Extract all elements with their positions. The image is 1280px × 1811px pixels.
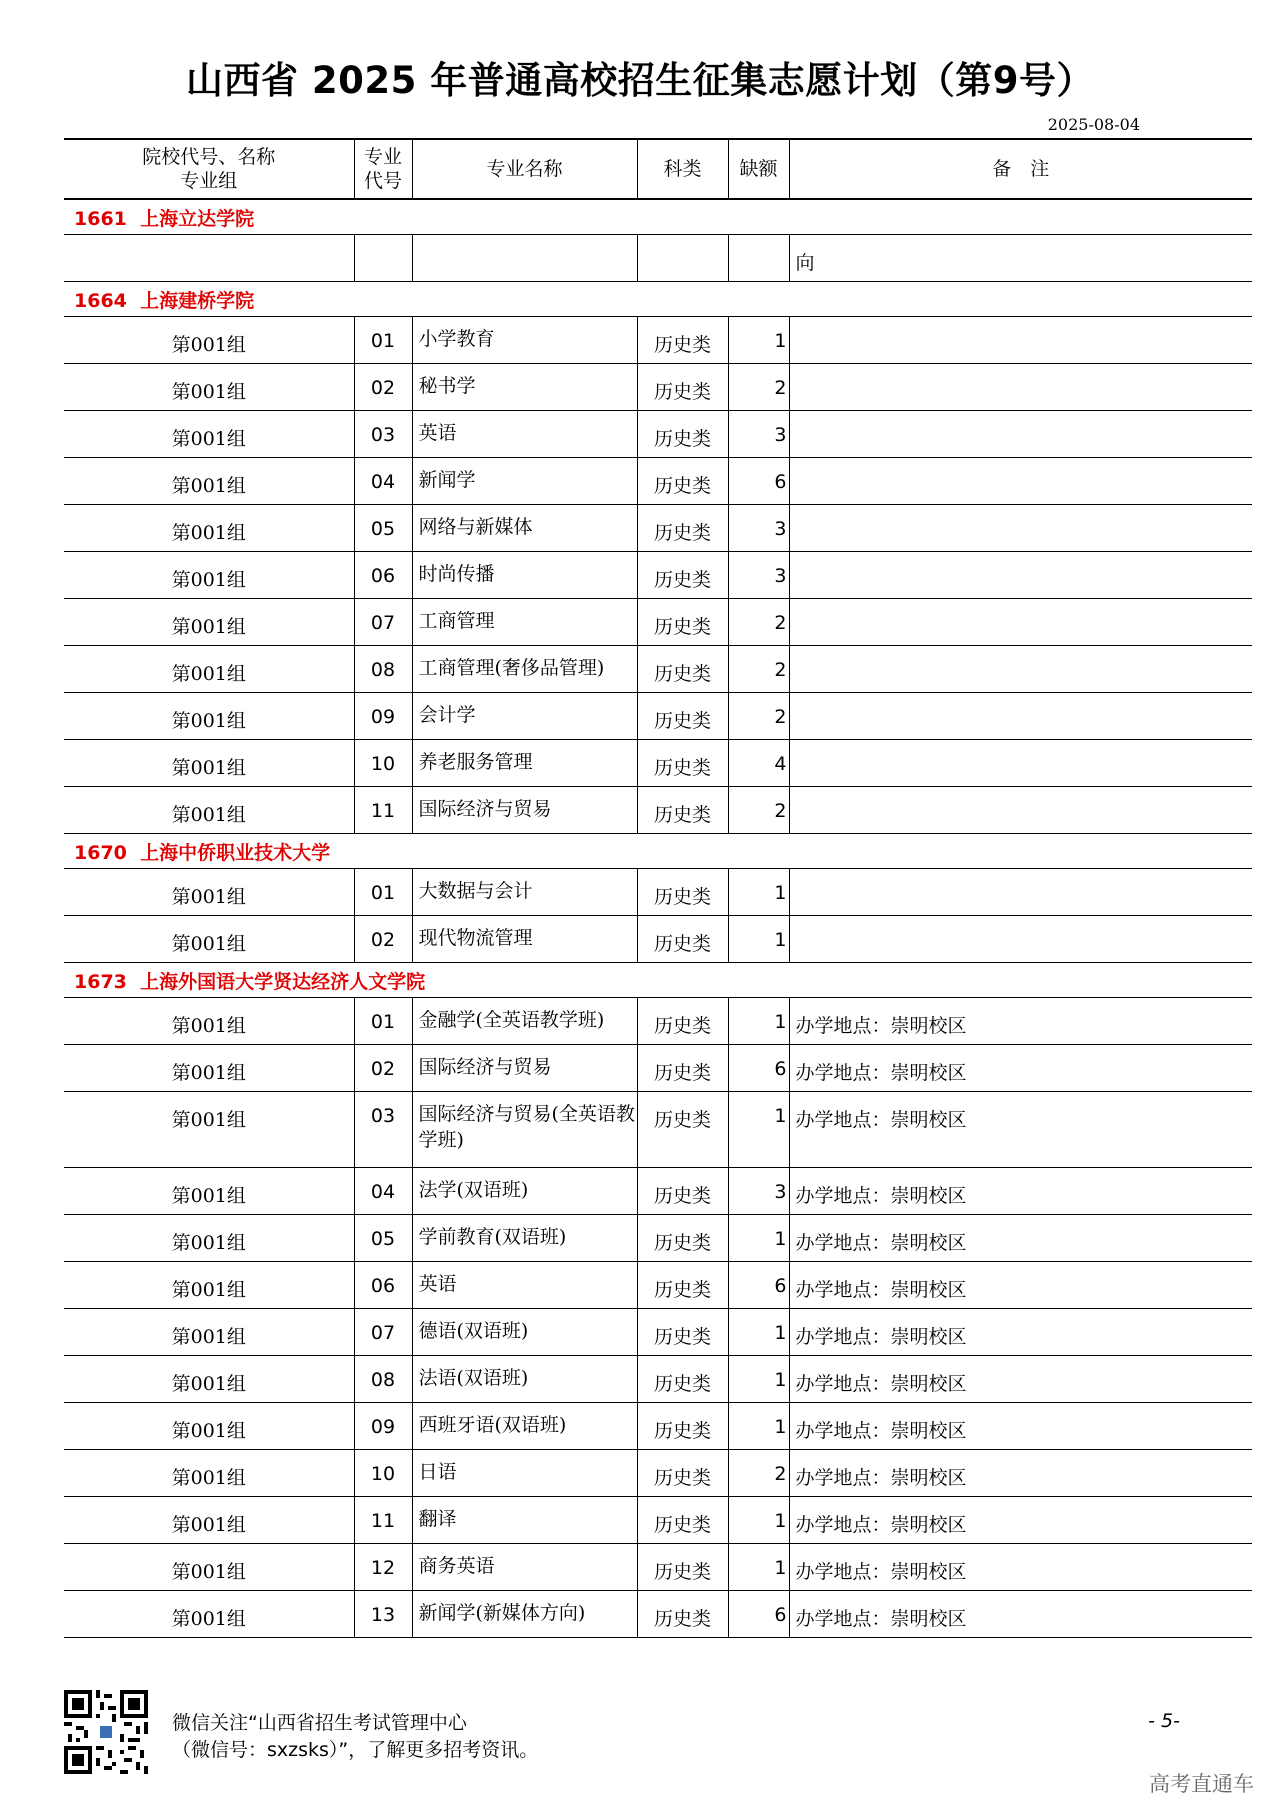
major-code-cell: 05 xyxy=(354,505,412,552)
remarks-cell xyxy=(789,411,1252,458)
quota-cell: 1 xyxy=(728,1497,789,1544)
table-row xyxy=(64,1403,1252,1450)
table-row xyxy=(64,1450,1252,1497)
major-name-cell: 国际经济与贸易(全英语教学班) xyxy=(412,1092,637,1168)
major-name-cell: 网络与新媒体 xyxy=(412,505,637,552)
quota-cell: 1 xyxy=(728,916,789,963)
table-row xyxy=(64,740,1252,787)
remarks-cell xyxy=(789,458,1252,505)
group-cell: 第001组 xyxy=(64,1403,354,1450)
major-name-cell: 翻译 xyxy=(412,1497,637,1544)
major-code-cell: 07 xyxy=(354,1309,412,1356)
remarks-cell: 办学地点：崇明校区 xyxy=(789,1045,1252,1092)
category-cell: 历史类 xyxy=(637,740,728,787)
remarks-cell: 向 xyxy=(789,235,1252,282)
header-major-name xyxy=(412,139,637,199)
group-cell: 第001组 xyxy=(64,599,354,646)
remarks-cell xyxy=(789,552,1252,599)
remarks-cell: 办学地点：崇明校区 xyxy=(789,1403,1252,1450)
table-row xyxy=(64,916,1252,963)
remarks-cell: 办学地点：崇明校区 xyxy=(789,1497,1252,1544)
major-code-cell: 12 xyxy=(354,1544,412,1591)
major-name-cell: 西班牙语(双语班) xyxy=(412,1403,637,1450)
header-remarks-label: 备 注 xyxy=(992,158,1050,180)
major-code-cell: 10 xyxy=(354,1450,412,1497)
table-row xyxy=(64,869,1252,916)
quota-cell: 6 xyxy=(728,1591,789,1638)
major-code-cell: 04 xyxy=(354,1168,412,1215)
quota-cell xyxy=(728,235,789,282)
category-cell: 历史类 xyxy=(637,1309,728,1356)
school-title: 1670 上海中侨职业技术大学 xyxy=(64,834,1252,869)
quota-cell: 1 xyxy=(728,317,789,364)
document-title: 山西省 2025 年普通高校招生征集志愿计划（第9号） xyxy=(186,59,1094,102)
remarks-cell xyxy=(789,364,1252,411)
major-code-cell xyxy=(354,235,412,282)
group-cell: 第001组 xyxy=(64,646,354,693)
major-name-cell: 时尚传播 xyxy=(412,552,637,599)
major-name-cell: 工商管理(奢侈品管理) xyxy=(412,646,637,693)
group-cell: 第001组 xyxy=(64,364,354,411)
header-quota-label: 缺额 xyxy=(739,158,778,180)
page-footer xyxy=(64,1690,1252,1780)
remarks-cell: 办学地点：崇明校区 xyxy=(789,1309,1252,1356)
remarks-cell: 办学地点：崇明校区 xyxy=(789,1544,1252,1591)
category-cell: 历史类 xyxy=(637,1403,728,1450)
header-quota xyxy=(728,139,789,199)
quota-cell: 3 xyxy=(728,1168,789,1215)
category-cell: 历史类 xyxy=(637,364,728,411)
enrollment-plan-table xyxy=(64,138,1252,1638)
quota-cell: 6 xyxy=(728,458,789,505)
group-cell: 第001组 xyxy=(64,787,354,834)
category-cell: 历史类 xyxy=(637,693,728,740)
category-cell: 历史类 xyxy=(637,552,728,599)
table-row xyxy=(64,1356,1252,1403)
remarks-cell xyxy=(789,317,1252,364)
school-title: 1664 上海建桥学院 xyxy=(64,282,1252,317)
major-name-cell: 商务英语 xyxy=(412,1544,637,1591)
header-category-label: 科类 xyxy=(663,158,702,180)
group-cell: 第001组 xyxy=(64,869,354,916)
major-code-cell: 07 xyxy=(354,599,412,646)
category-cell: 历史类 xyxy=(637,646,728,693)
major-code-cell: 02 xyxy=(354,916,412,963)
category-cell: 历史类 xyxy=(637,1092,728,1168)
major-name-cell: 德语(双语班) xyxy=(412,1309,637,1356)
major-name-cell: 现代物流管理 xyxy=(412,916,637,963)
major-name-cell: 养老服务管理 xyxy=(412,740,637,787)
major-name-cell xyxy=(412,235,637,282)
group-cell: 第001组 xyxy=(64,458,354,505)
remarks-cell xyxy=(789,787,1252,834)
group-cell: 第001组 xyxy=(64,505,354,552)
remarks-cell xyxy=(789,869,1252,916)
quota-cell: 3 xyxy=(728,505,789,552)
major-code-cell: 03 xyxy=(354,411,412,458)
group-cell: 第001组 xyxy=(64,411,354,458)
group-cell xyxy=(64,235,354,282)
remarks-cell: 办学地点：崇明校区 xyxy=(789,1092,1252,1168)
major-code-cell: 06 xyxy=(354,1262,412,1309)
major-name-cell: 英语 xyxy=(412,1262,637,1309)
category-cell: 历史类 xyxy=(637,1045,728,1092)
remarks-cell xyxy=(789,693,1252,740)
major-code-cell: 03 xyxy=(354,1092,412,1168)
quota-cell: 1 xyxy=(728,1544,789,1591)
group-cell: 第001组 xyxy=(64,1215,354,1262)
remarks-cell: 办学地点：崇明校区 xyxy=(789,998,1252,1045)
table-row xyxy=(64,458,1252,505)
major-code-cell: 01 xyxy=(354,869,412,916)
group-cell: 第001组 xyxy=(64,740,354,787)
major-name-cell: 新闻学 xyxy=(412,458,637,505)
category-cell xyxy=(637,235,728,282)
follow-line-2: （微信号：sxzsks）”，了解更多招考资讯。 xyxy=(172,1739,539,1761)
group-cell: 第001组 xyxy=(64,1092,354,1168)
major-code-cell: 09 xyxy=(354,1403,412,1450)
major-name-cell: 大数据与会计 xyxy=(412,869,637,916)
qr-code-icon xyxy=(64,1690,148,1774)
remarks-cell: 办学地点：崇明校区 xyxy=(789,1450,1252,1497)
school-header-row xyxy=(64,963,1252,998)
table-row xyxy=(64,317,1252,364)
school-header-row xyxy=(64,834,1252,869)
header-school-group-label: 院校代号、名称 专业组 xyxy=(142,146,276,192)
category-cell: 历史类 xyxy=(637,916,728,963)
follow-line-1: 微信关注“山西省招生考试管理中心 xyxy=(172,1712,467,1734)
category-cell: 历史类 xyxy=(637,1591,728,1638)
quota-cell: 2 xyxy=(728,1450,789,1497)
table-row xyxy=(64,235,1252,282)
major-name-cell: 小学教育 xyxy=(412,317,637,364)
major-name-cell: 法学(双语班) xyxy=(412,1168,637,1215)
major-code-cell: 13 xyxy=(354,1591,412,1638)
major-code-cell: 02 xyxy=(354,1045,412,1092)
major-code-cell: 01 xyxy=(354,998,412,1045)
table-row xyxy=(64,1544,1252,1591)
major-code-cell: 08 xyxy=(354,1356,412,1403)
major-code-cell: 10 xyxy=(354,740,412,787)
category-cell: 历史类 xyxy=(637,998,728,1045)
quota-cell: 1 xyxy=(728,1309,789,1356)
major-code-cell: 01 xyxy=(354,317,412,364)
quota-cell: 3 xyxy=(728,552,789,599)
major-name-cell: 新闻学(新媒体方向) xyxy=(412,1591,637,1638)
category-cell: 历史类 xyxy=(637,1356,728,1403)
major-name-cell: 工商管理 xyxy=(412,599,637,646)
group-cell: 第001组 xyxy=(64,998,354,1045)
quota-cell: 1 xyxy=(728,998,789,1045)
table-row xyxy=(64,1262,1252,1309)
page-number: - 5- xyxy=(1148,1710,1180,1732)
header-major-name-label: 专业名称 xyxy=(486,158,563,180)
school-header-row xyxy=(64,199,1252,235)
header-category xyxy=(637,139,728,199)
category-cell: 历史类 xyxy=(637,458,728,505)
category-cell: 历史类 xyxy=(637,1450,728,1497)
remarks-cell: 办学地点：崇明校区 xyxy=(789,1262,1252,1309)
remarks-cell xyxy=(789,505,1252,552)
remarks-cell xyxy=(789,740,1252,787)
remarks-cell: 办学地点：崇明校区 xyxy=(789,1591,1252,1638)
quota-cell: 6 xyxy=(728,1045,789,1092)
major-name-cell: 法语(双语班) xyxy=(412,1356,637,1403)
remarks-cell xyxy=(789,916,1252,963)
major-name-cell: 英语 xyxy=(412,411,637,458)
group-cell: 第001组 xyxy=(64,1544,354,1591)
quota-cell: 1 xyxy=(728,1403,789,1450)
quota-cell: 1 xyxy=(728,1092,789,1168)
watermark-text: 高考直通车 xyxy=(1149,1772,1254,1796)
table-row xyxy=(64,1497,1252,1544)
table-row xyxy=(64,693,1252,740)
major-name-cell: 国际经济与贸易 xyxy=(412,1045,637,1092)
category-cell: 历史类 xyxy=(637,869,728,916)
group-cell: 第001组 xyxy=(64,317,354,364)
remarks-cell xyxy=(789,599,1252,646)
category-cell: 历史类 xyxy=(637,1497,728,1544)
remarks-cell: 办学地点：崇明校区 xyxy=(789,1356,1252,1403)
table-row xyxy=(64,1045,1252,1092)
group-cell: 第001组 xyxy=(64,1168,354,1215)
table-row xyxy=(64,364,1252,411)
document-date: 2025-08-04 xyxy=(1047,115,1140,134)
school-header-row xyxy=(64,282,1252,317)
remarks-cell xyxy=(789,646,1252,693)
group-cell: 第001组 xyxy=(64,1450,354,1497)
group-cell: 第001组 xyxy=(64,1309,354,1356)
quota-cell: 3 xyxy=(728,411,789,458)
table-row xyxy=(64,411,1252,458)
major-code-cell: 11 xyxy=(354,787,412,834)
table-body xyxy=(64,199,1252,1638)
header-remarks xyxy=(789,139,1252,199)
major-code-cell: 08 xyxy=(354,646,412,693)
quota-cell: 1 xyxy=(728,1215,789,1262)
category-cell: 历史类 xyxy=(637,787,728,834)
category-cell: 历史类 xyxy=(637,1544,728,1591)
table-row xyxy=(64,998,1252,1045)
quota-cell: 6 xyxy=(728,1262,789,1309)
table-row xyxy=(64,1215,1252,1262)
table-row xyxy=(64,1591,1252,1638)
major-name-cell: 学前教育(双语班) xyxy=(412,1215,637,1262)
major-code-cell: 02 xyxy=(354,364,412,411)
quota-cell: 2 xyxy=(728,364,789,411)
table-row xyxy=(64,646,1252,693)
major-code-cell: 05 xyxy=(354,1215,412,1262)
quota-cell: 2 xyxy=(728,693,789,740)
table-row xyxy=(64,1309,1252,1356)
quota-cell: 2 xyxy=(728,787,789,834)
table-row xyxy=(64,599,1252,646)
table-row xyxy=(64,552,1252,599)
major-name-cell: 金融学(全英语教学班) xyxy=(412,998,637,1045)
table-header-row xyxy=(64,139,1252,199)
remarks-cell: 办学地点：崇明校区 xyxy=(789,1168,1252,1215)
group-cell: 第001组 xyxy=(64,1262,354,1309)
quota-cell: 2 xyxy=(728,599,789,646)
remarks-cell: 办学地点：崇明校区 xyxy=(789,1215,1252,1262)
group-cell: 第001组 xyxy=(64,1591,354,1638)
quota-cell: 1 xyxy=(728,1356,789,1403)
major-code-cell: 06 xyxy=(354,552,412,599)
category-cell: 历史类 xyxy=(637,411,728,458)
major-name-cell: 会计学 xyxy=(412,693,637,740)
major-code-cell: 11 xyxy=(354,1497,412,1544)
major-name-cell: 日语 xyxy=(412,1450,637,1497)
category-cell: 历史类 xyxy=(637,317,728,364)
group-cell: 第001组 xyxy=(64,1497,354,1544)
group-cell: 第001组 xyxy=(64,916,354,963)
category-cell: 历史类 xyxy=(637,599,728,646)
group-cell: 第001组 xyxy=(64,1356,354,1403)
group-cell: 第001组 xyxy=(64,1045,354,1092)
quota-cell: 2 xyxy=(728,646,789,693)
header-school-group xyxy=(64,139,354,199)
table-row xyxy=(64,1168,1252,1215)
category-cell: 历史类 xyxy=(637,1215,728,1262)
category-cell: 历史类 xyxy=(637,1168,728,1215)
wechat-follow-notice xyxy=(172,1710,538,1764)
school-title: 1673 上海外国语大学贤达经济人文学院 xyxy=(64,963,1252,998)
category-cell: 历史类 xyxy=(637,505,728,552)
group-cell: 第001组 xyxy=(64,552,354,599)
table-row xyxy=(64,505,1252,552)
quota-cell: 4 xyxy=(728,740,789,787)
major-name-cell: 秘书学 xyxy=(412,364,637,411)
major-code-cell: 09 xyxy=(354,693,412,740)
major-code-cell: 04 xyxy=(354,458,412,505)
header-major-code-label: 专业 代号 xyxy=(363,146,402,192)
school-title: 1661 上海立达学院 xyxy=(64,199,1252,235)
table-row xyxy=(64,1092,1252,1168)
table-row xyxy=(64,787,1252,834)
quota-cell: 1 xyxy=(728,869,789,916)
category-cell: 历史类 xyxy=(637,1262,728,1309)
major-name-cell: 国际经济与贸易 xyxy=(412,787,637,834)
group-cell: 第001组 xyxy=(64,693,354,740)
header-major-code xyxy=(354,139,412,199)
